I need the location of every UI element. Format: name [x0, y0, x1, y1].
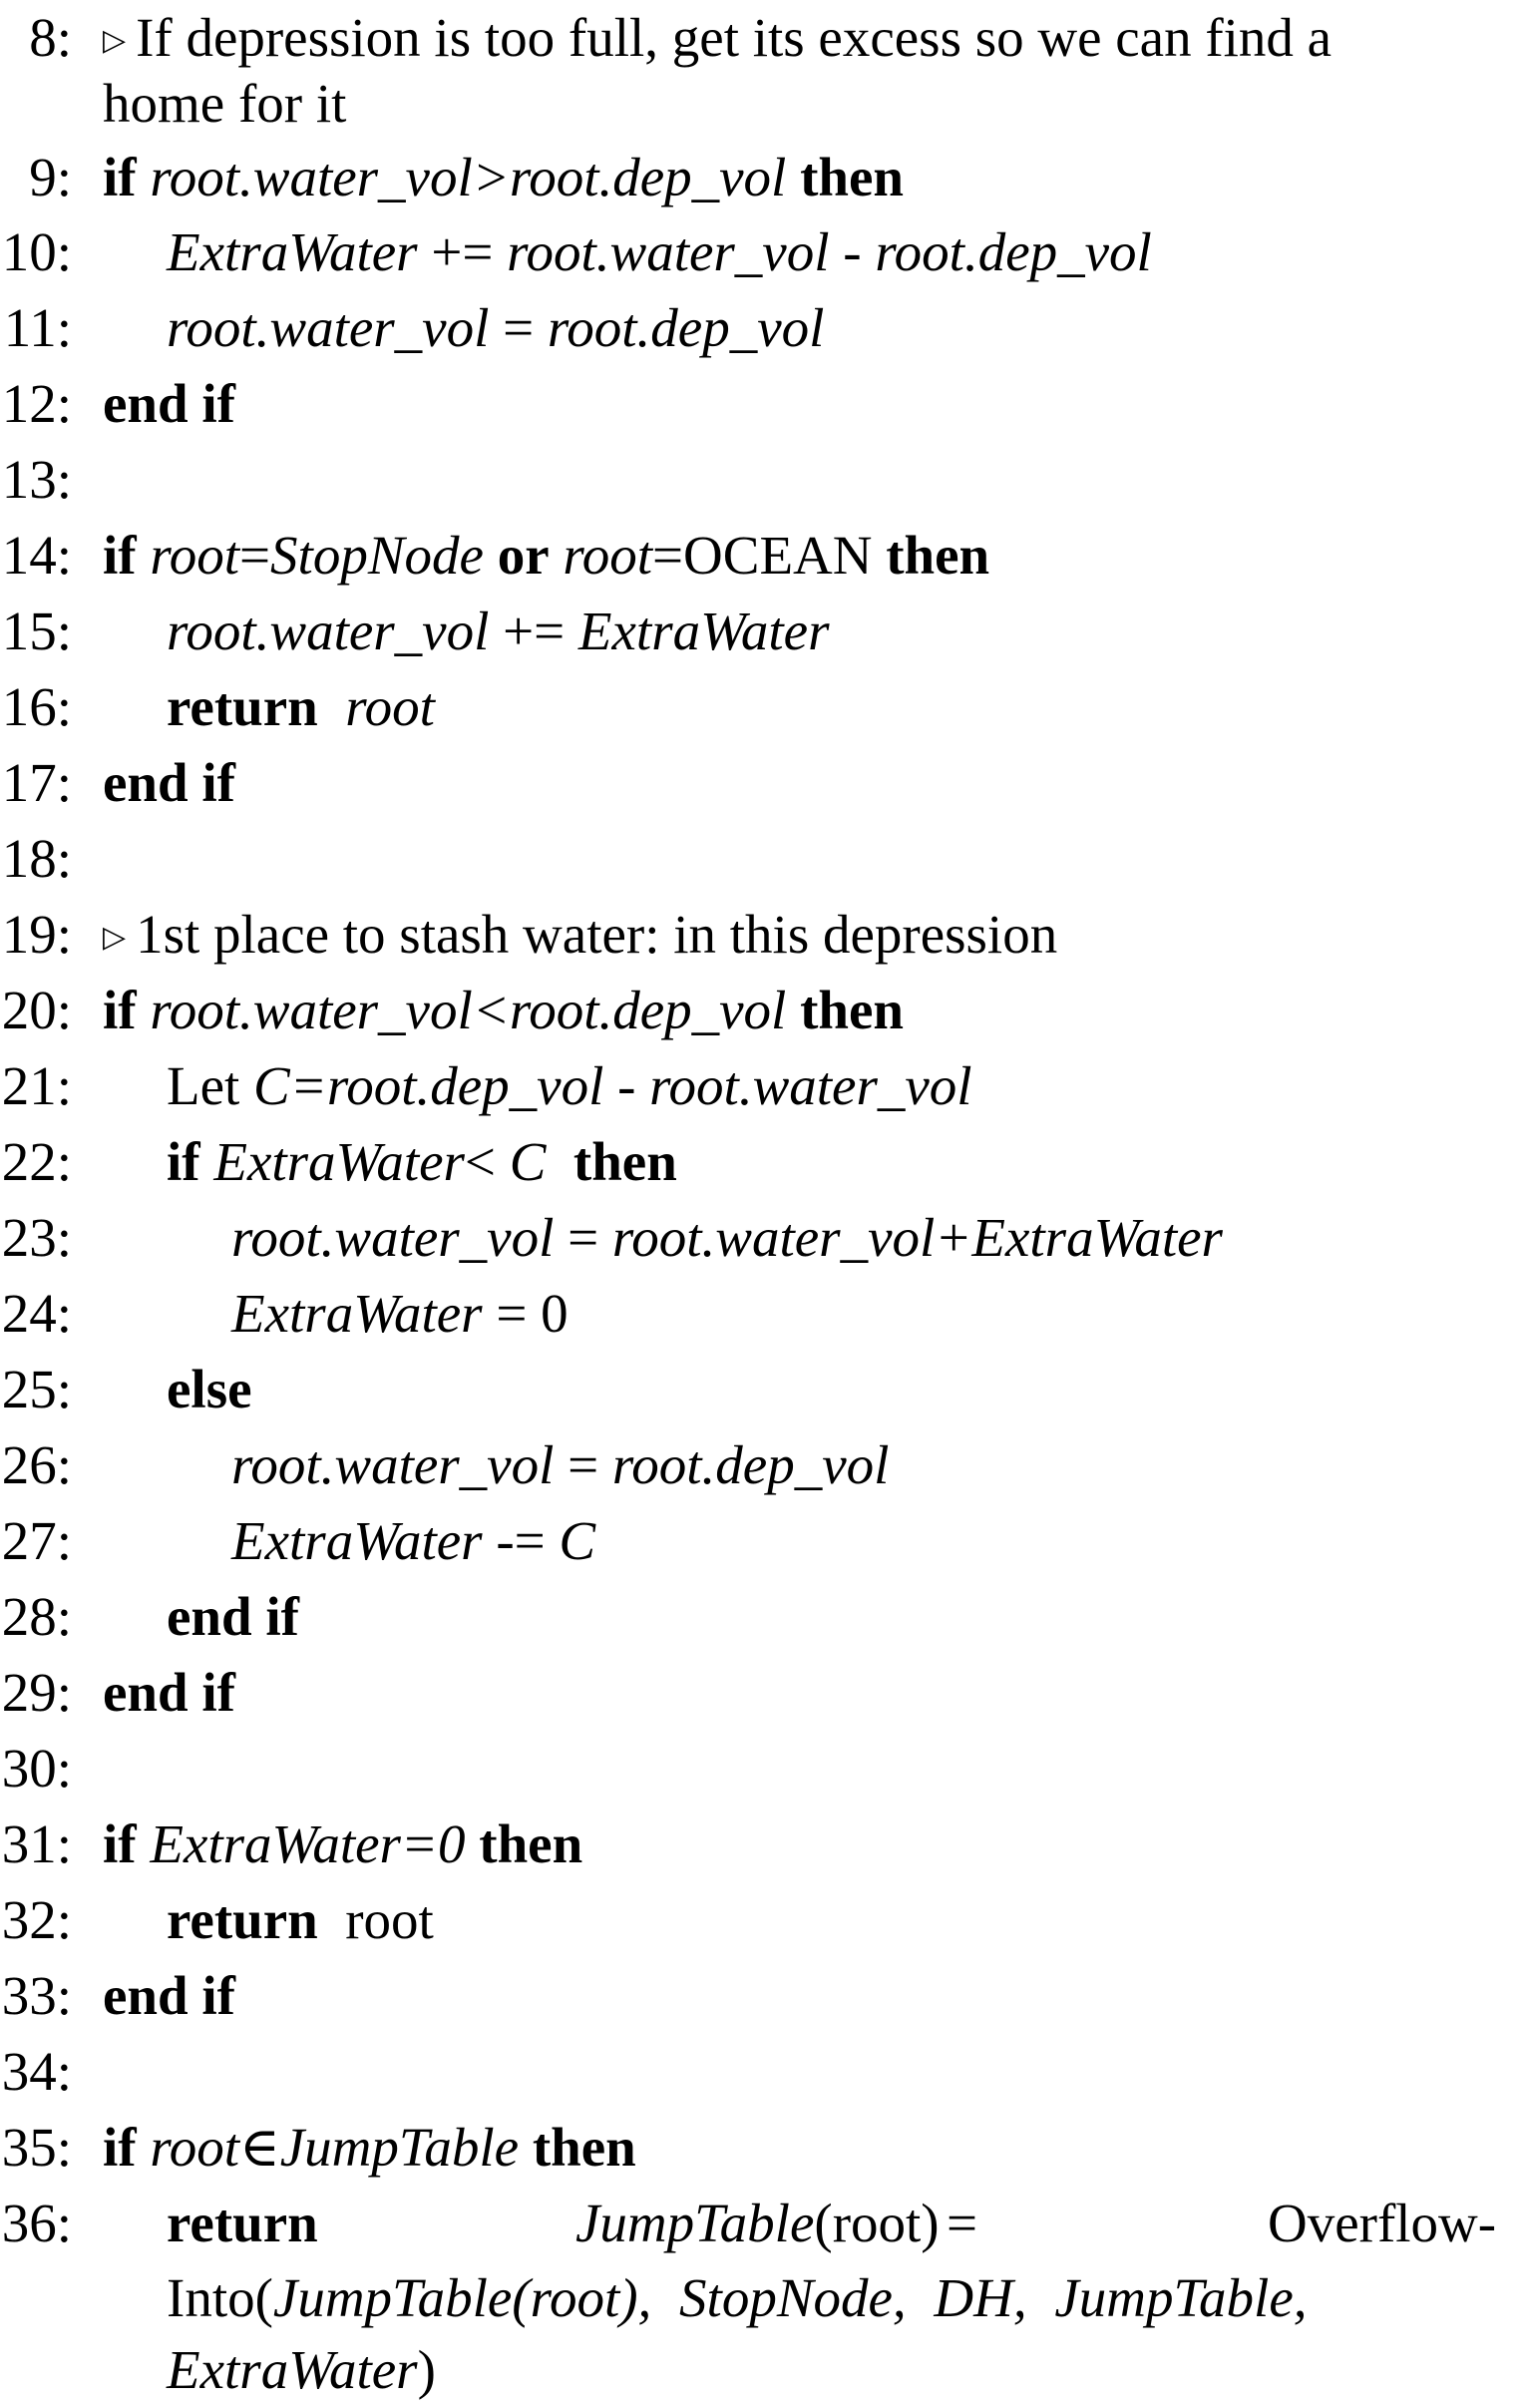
algo-line-21 [0, 1048, 1522, 1124]
keyword: then [800, 980, 904, 1040]
variable: ExtraWater [577, 601, 830, 661]
text: (root) [814, 2193, 940, 2253]
operator: += [417, 221, 508, 282]
variable: root.water_vol [507, 221, 830, 282]
variable: root.water_vol+ExtraWater [611, 1207, 1223, 1268]
variable: ExtraWater [231, 1283, 483, 1344]
keyword: return [167, 676, 318, 737]
keyword: if [103, 2117, 137, 2178]
variable: ExtraWater [213, 1131, 465, 1192]
keyword: end if [103, 1965, 235, 2026]
algo-line-14 [0, 518, 1522, 594]
text: root [345, 1889, 434, 1950]
code [231, 1276, 569, 1352]
operator: - [603, 1055, 650, 1116]
line-number: 13: [1, 449, 72, 510]
operator: = [489, 297, 548, 358]
text: Let [167, 1055, 254, 1116]
line-number: 29: [1, 1662, 72, 1723]
variable: root [150, 525, 240, 586]
operator: = [554, 1434, 612, 1495]
keyword: then [800, 147, 904, 207]
algo-line-27 [0, 1503, 1522, 1579]
line-number: 8: [29, 7, 72, 68]
keyword: if [103, 980, 137, 1040]
code [167, 290, 824, 366]
line-number: 35: [1, 2117, 72, 2178]
keyword: end if [103, 373, 235, 434]
algo-line-9 [0, 140, 1522, 215]
comment-text: If depression is too full, get its excess so we can find a [136, 7, 1332, 68]
code [167, 1124, 677, 1200]
expression: root.water_vol<root.dep_vol [150, 980, 787, 1040]
line-number: 27: [1, 1510, 72, 1571]
operator: += [489, 601, 578, 661]
variable: ExtraWater [167, 2339, 418, 2400]
algo-line-10 [0, 214, 1522, 290]
algo-line-28 [0, 1579, 1522, 1655]
keyword: end if [103, 752, 235, 813]
line-number: 24: [1, 1283, 72, 1344]
comment-triangle-icon: ▷ [103, 921, 127, 954]
text: Into( [167, 2267, 273, 2328]
expression: ExtraWater=0 [150, 1813, 466, 1874]
arguments: JumpTable(root), StopNode, DH, JumpTable, [272, 2267, 1308, 2328]
code [103, 140, 904, 215]
algo-line-24 [0, 1276, 1522, 1352]
line-number: 32: [1, 1889, 72, 1950]
jumptable-call [575, 2186, 940, 2261]
variable: ExtraWater [231, 1510, 483, 1571]
keyword: if [167, 1131, 200, 1192]
algo-line-11 [0, 290, 1522, 366]
keyword: end if [103, 1662, 235, 1723]
algo-line-34 [0, 2034, 1522, 2110]
algo-line-15 [0, 594, 1522, 669]
operator: =OCEAN [652, 525, 873, 586]
keyword: return [167, 1889, 318, 1950]
algo-line-29 [0, 1655, 1522, 1731]
code [167, 669, 435, 745]
algo-line-36-continuation [167, 2260, 1522, 2336]
operator: < [464, 1131, 510, 1192]
variable: root.water_vol [231, 1434, 555, 1495]
variable: root.dep_vol [547, 297, 825, 358]
variable: JumpTable [575, 2193, 815, 2253]
algo-line-18 [0, 821, 1522, 897]
operator: = [239, 525, 271, 586]
text: Overflow- [1268, 2193, 1497, 2253]
line-number: 14: [1, 525, 72, 586]
variable: root.water_vol [167, 601, 490, 661]
algo-line-23 [0, 1200, 1522, 1276]
line-number: 30: [1, 1738, 72, 1799]
line-number: 33: [1, 1965, 72, 2026]
operator: - [829, 221, 876, 282]
algo-line-12 [0, 366, 1522, 442]
variable: root.water_vol [167, 297, 490, 358]
line-number: 20: [1, 980, 72, 1040]
code [167, 594, 829, 669]
code [231, 1503, 595, 1579]
variable: root [345, 676, 435, 737]
line-number: 28: [1, 1586, 72, 1647]
expression: root.water_vol>root.dep_vol [150, 147, 787, 207]
keyword: else [167, 1359, 252, 1419]
line-number: 36: [1, 2193, 72, 2253]
algo-line-35 [0, 2110, 1522, 2186]
line-number: 34: [1, 2041, 72, 2102]
variable: JumpTable [279, 2117, 520, 2178]
algo-line-26 [0, 1427, 1522, 1503]
keyword: or [497, 525, 550, 586]
code [231, 1200, 1223, 1276]
line-number: 11: [3, 297, 72, 358]
line-number: 26: [1, 1434, 72, 1495]
comment-triangle-icon: ▷ [103, 24, 127, 57]
algo-line-31 [0, 1806, 1522, 1882]
algo-line-30 [0, 1731, 1522, 1806]
line-number: 17: [1, 752, 72, 813]
code [103, 2110, 636, 2186]
variable: StopNode [270, 525, 484, 586]
algo-line-19 [0, 897, 1522, 973]
variable: root.dep_vol [611, 1434, 890, 1495]
operator: -= [482, 1510, 560, 1571]
variable: root [150, 2117, 240, 2178]
code [231, 1427, 889, 1503]
text: ) [417, 2339, 436, 2400]
operator: = [554, 1207, 612, 1268]
code [103, 973, 904, 1048]
algo-line-8-continuation: home for it [103, 73, 347, 134]
variable: root.dep_vol [875, 221, 1152, 282]
keyword: end if [167, 1586, 299, 1647]
variable: ExtraWater [167, 221, 418, 282]
algo-line-33 [0, 1958, 1522, 2034]
line-number: 21: [1, 1055, 72, 1116]
line-number: 18: [1, 828, 72, 889]
algo-line-20 [0, 973, 1522, 1048]
variable: C [559, 1510, 596, 1571]
algo-line-36 [0, 2186, 1522, 2261]
keyword: return [167, 2193, 318, 2253]
keyword: then [886, 525, 990, 586]
code [167, 1882, 434, 1958]
line-number: 16: [1, 676, 72, 737]
line-number: 31: [1, 1813, 72, 1874]
line-number: 10: [1, 221, 72, 282]
line-number: 25: [1, 1359, 72, 1419]
keyword: if [103, 147, 137, 207]
keyword: then [532, 2117, 636, 2178]
operator: = 0 [482, 1283, 569, 1344]
variable: root [563, 525, 653, 586]
algo-line-13 [0, 442, 1522, 518]
algo-line-17 [0, 745, 1522, 821]
variable: C=root.dep_vol [253, 1055, 604, 1116]
algo-line-32 [0, 1882, 1522, 1958]
line-number: 23: [1, 1207, 72, 1268]
line-number: 22: [1, 1131, 72, 1192]
keyword: then [479, 1813, 583, 1874]
line-number: 9: [29, 147, 72, 207]
comment-text: 1st place to stash water: in this depression [136, 904, 1058, 965]
line-number: 15: [1, 601, 72, 661]
keyword: then [572, 1131, 677, 1192]
comment [103, 897, 1057, 976]
keyword: if [103, 525, 137, 586]
operator: = [947, 2193, 978, 2253]
line-number: 12: [1, 373, 72, 434]
algo-line-16 [0, 669, 1522, 745]
algo-line-36-continuation-2 [167, 2332, 1522, 2408]
operator: ∈ [239, 2117, 280, 2178]
keyword: if [103, 1813, 137, 1874]
code [103, 518, 989, 594]
variable: root.water_vol [231, 1207, 555, 1268]
line-number: 19: [1, 904, 72, 965]
algo-line-8 [0, 0, 1522, 76]
algo-line-22 [0, 1124, 1522, 1200]
algo-line-25 [0, 1352, 1522, 1427]
code [103, 1806, 582, 1882]
variable: root.water_vol [649, 1055, 972, 1116]
variable: C [509, 1131, 547, 1192]
code [167, 1048, 972, 1124]
code [167, 214, 1152, 290]
